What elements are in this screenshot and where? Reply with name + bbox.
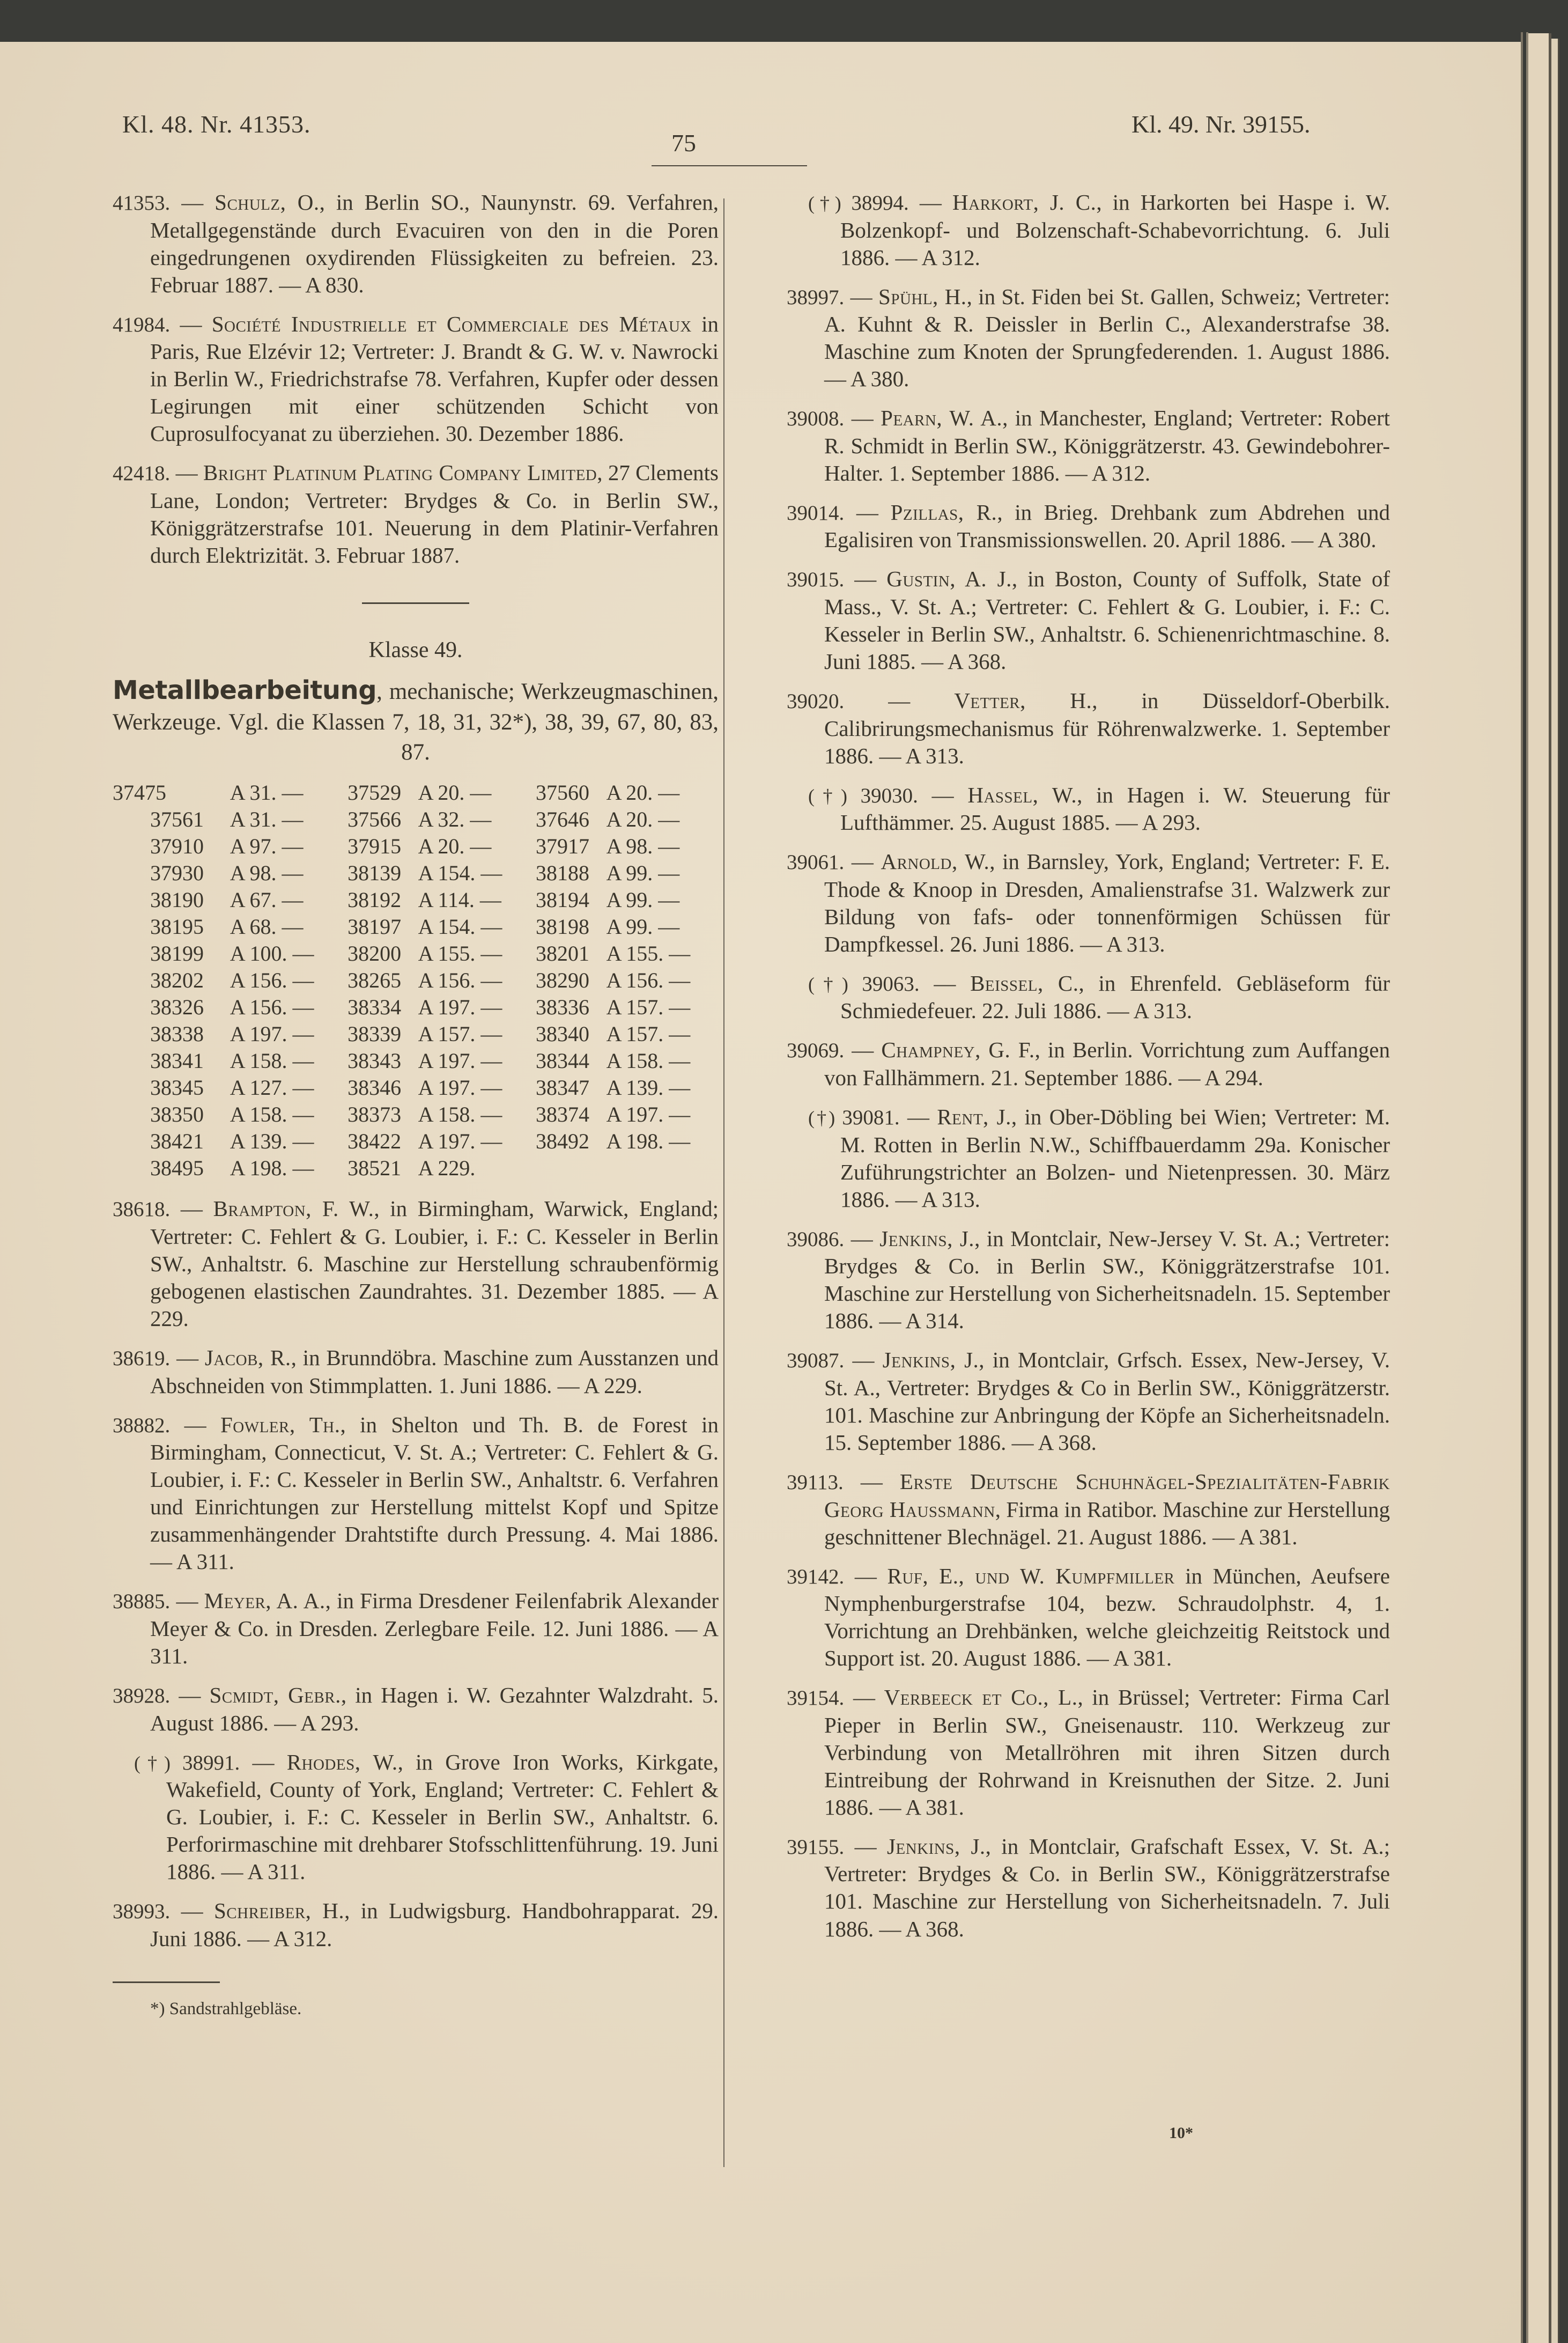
index-patent-number: 37529 xyxy=(347,780,402,805)
entry-text: , in Montclair, Grfsch. Essex, New-Jersey, V. St. A., Vertreter: Brydges & Co in Berlin SW., Königgrätzerstr. 101. Maschine zur Anbringung der Köpfe an Sicherheitsnadeln. 15. September 1886. — A 368. xyxy=(824,1347,1390,1455)
applicant-name: Spühl, H. xyxy=(878,284,967,309)
patent-number: 39155. xyxy=(787,1835,845,1859)
index-patent-number: 38346 xyxy=(347,1075,402,1100)
index-patent-number: 37561 xyxy=(150,807,204,831)
entry-text: , in Montclair, Grafschaft Essex, V. St. A.; Vertreter: Brydges & Co. in Berlin SW., Königgrätzerstrafse 101. Maschine zur Herstellung von Sicherheitsnadeln. 7. Juli 1886. — A 368. xyxy=(824,1833,1390,1941)
entry-dash: — xyxy=(170,1196,213,1221)
patent-entry xyxy=(787,970,1390,1025)
index-patent-number: 38340 xyxy=(536,1021,590,1046)
entry-text: , Firma in Ratibor. Maschine zur Herstellung geschnittener Blechnägel. 21. August 1886. — A 381. xyxy=(824,1497,1391,1549)
index-patent-number: 38421 xyxy=(150,1129,204,1153)
index-patent-number: 38338 xyxy=(150,1021,204,1046)
index-reference: A 158. — xyxy=(230,1102,314,1126)
index-reference: A 99. — xyxy=(606,860,680,885)
klasse-heading: Klasse 49. xyxy=(368,637,463,662)
patent-entry xyxy=(787,499,1390,554)
patent-number: 42418. xyxy=(113,462,171,485)
patent-number: 38619. xyxy=(113,1347,171,1371)
index-patent-number: 38202 xyxy=(150,968,204,992)
index-patent-number: 38192 xyxy=(347,887,402,912)
entry-dash: — xyxy=(844,1347,883,1373)
index-patent-number: 38344 xyxy=(536,1048,590,1073)
applicant-name: Erste Deutsche Schuhnägel-Spezialitäten-Fabrik Georg Haussmann xyxy=(824,1469,1391,1522)
signature-mark: 10* xyxy=(1169,2124,1193,2142)
index-patent-number: 38190 xyxy=(150,887,204,912)
left-column xyxy=(113,189,719,2020)
index-reference: A 198. — xyxy=(606,1129,691,1153)
index-row xyxy=(113,1101,719,1128)
index-patent-number: 38347 xyxy=(536,1075,590,1100)
patent-entry xyxy=(113,459,719,569)
patent-entry xyxy=(113,1682,719,1737)
index-patent-number: 38374 xyxy=(536,1102,590,1126)
index-reference: A 68. — xyxy=(230,914,304,939)
patent-number: 38618. xyxy=(113,1198,171,1221)
footnote: *) Sandstrahlgebläse. xyxy=(150,1999,302,2018)
index-reference: A 31. — xyxy=(230,780,304,805)
index-reference: A 20. — xyxy=(606,807,680,831)
entry-text: , in Hagen i. W. Gezahnter Walzdraht. 5. August 1886. — A 293. xyxy=(150,1682,719,1735)
index-patent-number: 38343 xyxy=(347,1048,402,1073)
patent-entry xyxy=(787,1103,1390,1213)
index-patent-number: 37915 xyxy=(347,834,402,858)
patent-entry xyxy=(113,1897,719,1952)
index-reference: A 197. — xyxy=(418,1075,502,1100)
index-reference: A 20. — xyxy=(418,780,492,805)
index-row xyxy=(113,1154,719,1181)
index-patent-number: 38336 xyxy=(536,994,590,1019)
index-patent-number: 38422 xyxy=(347,1129,402,1153)
patent-number: 38885. xyxy=(113,1590,171,1613)
entry-dash: — xyxy=(908,190,953,215)
index-reference: A 197. — xyxy=(418,1048,502,1073)
entry-text: , in Hagen i. W. Steuerung für Lufthämmer. 25. August 1885. — A 293. xyxy=(840,782,1391,835)
patent-number: 38882. xyxy=(113,1413,171,1437)
index-patent-number: 38198 xyxy=(536,914,590,939)
cross-icon: (†) xyxy=(808,193,852,214)
index-patent-number: 37930 xyxy=(150,860,204,885)
entry-dash: — xyxy=(844,849,881,874)
patent-entry xyxy=(113,189,719,299)
header-rule xyxy=(652,165,807,166)
patent-number: 39008. xyxy=(787,407,845,431)
cross-icon: (†) xyxy=(808,1107,842,1129)
applicant-name: Jenkins, J. xyxy=(879,1226,975,1251)
entry-text: , in St. Fiden bei St. Gallen, Schweiz; Vertreter: A. Kuhnt & R. Deissler in Berlin C., Alexanderstrafse 38. Maschine zum Knoten der Sprungfederenden. 1. August 1886. — A 380. xyxy=(824,284,1391,392)
patent-entry xyxy=(787,1684,1390,1821)
applicant-name: Vetter, H. xyxy=(954,688,1092,713)
index-reference: A 156. — xyxy=(230,968,314,992)
entry-text: , in Manchester, England; Vertreter: Robert R. Schmidt in Berlin SW., Königgrätzerstr. 43. Gewindebohrer-Halter. 1. September 1886. — A 312. xyxy=(824,406,1390,485)
entry-text: in München, Aeufsere Nymphenburgerstrafse 104, bezw. Schraudolphstr. 4, 1. Vorrichtung an Drehbänken, welche gleichzeitig Reitstock und Support ist. 20. August 1886. — A 381. xyxy=(824,1563,1390,1671)
patent-entry xyxy=(787,848,1390,958)
entry-dash: — xyxy=(844,688,955,713)
index-reference: A 158. — xyxy=(606,1048,691,1073)
entry-dash: — xyxy=(844,1037,882,1063)
patent-number: 38928. xyxy=(113,1684,171,1707)
index-row xyxy=(113,1074,719,1101)
index-reference: A 127. — xyxy=(230,1075,314,1100)
index-patent-number: 38139 xyxy=(347,860,402,885)
entry-dash: — xyxy=(843,1469,900,1494)
index-patent-number: 38350 xyxy=(150,1102,204,1126)
index-reference: A 67. — xyxy=(230,887,304,912)
patent-number: 38991. xyxy=(182,1751,240,1774)
applicant-name: Société Industrielle et Commerciale des Métaux xyxy=(211,311,692,336)
index-row xyxy=(113,806,719,832)
applicant-name: Verbeeck et Co., L. xyxy=(884,1685,1078,1710)
index-patent-number: 38373 xyxy=(347,1102,402,1126)
entry-dash: — xyxy=(170,1588,204,1613)
patent-number: 39086. xyxy=(787,1227,845,1251)
index-patent-number: 38339 xyxy=(347,1021,402,1046)
applicant-name: Fowler, Th. xyxy=(220,1412,341,1437)
entry-text: , in Barnsley, York, England; Vertreter: F. E. Thode & Knoop in Dresden, Amalienstrafse 31. Walzwerk zur Bildung von fafs- oder tonnenförmigen Schüssen für Dampfkessel. 26. Juni 1886. — A 313. xyxy=(824,849,1390,956)
entry-dash: — xyxy=(170,1898,214,1924)
entry-text: , in Brüssel; Vertreter: Firma Carl Pieper in Berlin SW., Gneisenaustr. 110. Werkzeug zur Verbindung von Metallröhren mit ihren Sitzen durch Eintreibung der Rohrwand in Kreisnuthen der Sitze. 2. Juni 1886. — A 381. xyxy=(824,1685,1391,1819)
index-patent-number: 37475 xyxy=(113,780,166,805)
index-patent-number: 38188 xyxy=(536,860,590,885)
index-row xyxy=(113,940,719,967)
patent-entry xyxy=(113,1411,719,1576)
entry-text: , in Berlin. Vorrichtung zum Auffangen von Fallhämmern. 21. September 1886. — A 294. xyxy=(824,1037,1391,1091)
index-reference: A 31. — xyxy=(230,807,304,831)
index-reference: A 32. — xyxy=(418,807,492,831)
entry-text: , in Düsseldorf-Oberbilk. Calibrirungsmechanismus für Röhrenwalzwerke. 1. September 1886. — A 313. xyxy=(824,688,1391,768)
patent-number: 39087. xyxy=(787,1349,845,1373)
index-reference: A 157. — xyxy=(418,1021,502,1046)
index-patent-number: 38345 xyxy=(150,1075,204,1100)
patent-entry xyxy=(113,1587,719,1670)
applicant-name: Jacob, R. xyxy=(204,1345,291,1371)
applicant-name: Bright Platinum Plating Company Limited xyxy=(203,460,597,485)
patent-entry xyxy=(787,1036,1390,1092)
index-patent-number: 38521 xyxy=(347,1155,402,1180)
patent-entry xyxy=(787,1346,1390,1456)
index-patent-number: 37910 xyxy=(150,834,204,858)
index-reference: A 156. — xyxy=(606,968,691,992)
index-patent-number: 38201 xyxy=(536,941,590,966)
index-reference: A 197. — xyxy=(230,1021,314,1046)
patent-number: 39061. xyxy=(787,851,845,874)
page-stack-edge xyxy=(1528,33,1551,2343)
index-patent-number: 38199 xyxy=(150,941,204,966)
applicant-name: Gustin, A. J. xyxy=(886,566,1012,592)
entry-text: , in Brunndöbra. Maschine zum Ausstanzen und Abschneiden von Stimmplatten. 1. Juni 1886. — A 229. xyxy=(150,1345,719,1398)
applicant-name: Pzillas, R. xyxy=(890,499,997,525)
index-reference: A 158. — xyxy=(418,1102,502,1126)
entry-text: , in Montclair, New-Jersey V. St. A.; Vertreter: Brydges & Co. in Berlin SW., Königgrätzerstrafse 101. Maschine zur Herstellung von Sicherheitsnadeln. 15. September 1886. — A 314. xyxy=(824,1226,1390,1333)
index-reference: A 198. — xyxy=(230,1155,314,1180)
applicant-name: Rent, J. xyxy=(937,1104,1011,1130)
running-head-right: Kl. 49. Nr. 39155. xyxy=(1131,110,1311,138)
entry-dash: — xyxy=(240,1749,287,1774)
applicant-name: Pearn, W. A. xyxy=(881,406,1003,431)
patent-entry xyxy=(787,189,1390,271)
index-reference: A 155. — xyxy=(606,941,691,966)
entry-dash: — xyxy=(170,311,212,336)
index-reference: A 139. — xyxy=(230,1129,314,1153)
patent-number: 39014. xyxy=(787,501,845,525)
patent-entry xyxy=(787,1468,1390,1551)
applicant-name: Beissel, C. xyxy=(970,970,1079,996)
patent-number: 39030. xyxy=(860,784,918,807)
entry-dash: — xyxy=(170,190,215,215)
patent-number: 39020. xyxy=(787,690,845,713)
index-reference: A 98. — xyxy=(230,860,304,885)
index-reference: A 229. xyxy=(418,1155,476,1180)
entry-dash: — xyxy=(170,1682,210,1707)
entry-text: , in Grove Iron Works, Kirkgate, Wakefield, County of York, England; Vertreter: C. Fehlert & G. Loubier, i. F.: C. Kesseler in Berlin SW., Anhaltstr. 6. Perforirmaschine mit drehbarer Stofsschlittenführung. 19. Juni 1886. — A 311. xyxy=(166,1749,719,1884)
index-reference: A 197. — xyxy=(606,1102,691,1126)
patent-number: 39081. xyxy=(842,1106,900,1130)
entry-text: , in Brieg. Drehbank zum Abdrehen und Egalisiren von Transmissionswellen. 20. April 1886. — A 380. xyxy=(824,499,1390,552)
applicant-name: Meyer, A. A. xyxy=(204,1588,326,1613)
index-reference: A 197. — xyxy=(418,1129,502,1153)
klasse-title xyxy=(113,674,719,767)
applicant-name: Hassel, W. xyxy=(967,782,1077,807)
index-row xyxy=(113,886,719,913)
index-reference: A 20. — xyxy=(606,780,680,805)
patent-entry xyxy=(787,283,1390,393)
patent-number: 38993. xyxy=(113,1900,171,1924)
index-reference: A 156. — xyxy=(230,994,314,1019)
index-row xyxy=(113,859,719,886)
applicant-name: Jenkins, J. xyxy=(887,1833,986,1859)
column-divider xyxy=(723,198,724,2167)
patent-list-klasse-49-left xyxy=(113,1195,719,1952)
footnote-rule xyxy=(113,1981,220,1983)
entry-dash: — xyxy=(170,1345,205,1371)
index-row xyxy=(113,832,719,859)
klasse-title-rest: , mechanische; Werkzeugmaschinen, Werkzeuge. Vgl. die Klassen 7, 18, 31, 32*), 38, 39, 67, 80, 83, 87. xyxy=(113,679,719,765)
entry-text: , in Ludwigsburg. Handbohrapparat. 29. Juni 1886. — A 312. xyxy=(150,1898,719,1951)
cross-icon: (†) xyxy=(808,785,861,807)
index-reference: A 154. — xyxy=(418,860,502,885)
cross-icon: (†) xyxy=(808,973,862,995)
patent-number: 39063. xyxy=(862,972,920,996)
index-row xyxy=(113,1128,719,1154)
index-reference: A 155. — xyxy=(418,941,502,966)
patent-list-klasse-49-right xyxy=(787,189,1390,1943)
entry-dash: — xyxy=(844,1226,880,1251)
applicant-name: Scmidt, Gebr. xyxy=(209,1682,341,1707)
entry-text: , in Boston, County of Suffolk, State of Mass., V. St. A.; Vertreter: C. Fehlert & G. Loubier, i. F.: C. Kesseler in Berlin SW., Anhaltstr. 6. Schienenrichtmaschine. 8. Juni 1885. — A 368. xyxy=(824,566,1390,674)
patent-entry xyxy=(787,565,1390,675)
index-patent-number: 38334 xyxy=(347,994,402,1019)
patent-number: 39142. xyxy=(787,1565,845,1588)
index-reference: A 100. — xyxy=(230,941,314,966)
section-separator xyxy=(362,602,469,604)
entry-text: in Paris, Rue Elzévir 12; Vertreter: J. Brandt & G. W. v. Nawrocki in Berlin W., Friedrichstrafse 78. Verfahren, Kupfer oder dessen Legirungen mit einer schützenden Schicht von Cuprosulfocyanat zu überziehen. 30. Dezember 1886. xyxy=(150,311,719,446)
index-patent-number: 38195 xyxy=(150,914,204,939)
patent-entry xyxy=(113,1749,719,1886)
patent-index-table xyxy=(113,779,719,1181)
patent-number: 39113. xyxy=(787,1470,844,1494)
index-patent-number: 37917 xyxy=(536,834,590,858)
applicant-name: Schulz, O. xyxy=(215,190,320,215)
entry-text: , in Firma Dresdener Feilenfabrik Alexander Meyer & Co. in Dresden. Zerlegbare Feile. 12. Juni 1886. — A 311. xyxy=(150,1588,719,1668)
entry-text: , in Ober-Döbling bei Wien; Vertreter: M. M. Rotten in Berlin N.W., Schiffbauerdamm 29a. Konischer Zuführungstrichter an Bolzen- und Nietenpressen. 30. März 1886. — A 313. xyxy=(840,1104,1391,1212)
patent-entry xyxy=(113,1195,719,1332)
index-patent-number: 38290 xyxy=(536,968,590,992)
entry-dash: — xyxy=(919,970,971,996)
entry-dash: — xyxy=(844,499,891,525)
index-reference: A 157. — xyxy=(606,994,691,1019)
patent-number: 41984. xyxy=(113,313,171,336)
page-edge xyxy=(1521,32,1523,2343)
patent-number: 39069. xyxy=(787,1039,845,1063)
index-reference: A 97. — xyxy=(230,834,304,858)
index-reference: A 157. — xyxy=(606,1021,691,1046)
applicant-name: Arnold, W. xyxy=(881,849,990,874)
index-patent-number: 37560 xyxy=(536,780,590,805)
index-reference: A 156. — xyxy=(418,968,502,992)
index-row xyxy=(113,913,719,940)
patent-entry xyxy=(787,1225,1390,1335)
entry-dash: — xyxy=(844,406,881,431)
index-reference: A 99. — xyxy=(606,914,680,939)
index-patent-number: 37566 xyxy=(347,807,402,831)
index-row xyxy=(113,779,719,806)
patent-list-klasse-48 xyxy=(113,189,719,569)
entry-text: , 27 Clements Lane, London; Vertreter: Brydges & Co. in Berlin SW., Königgrätzerstrafse 101. Neuerung in dem Platinir-Verfahren durch Elektrizität. 3. Februar 1887. xyxy=(150,460,719,568)
index-row xyxy=(113,1020,719,1047)
index-reference: A 158. — xyxy=(230,1048,314,1073)
patent-entry xyxy=(113,311,719,448)
entry-text: , in Ehrenfeld. Gebläseform für Schmiedefeuer. 22. Juli 1886. — A 313. xyxy=(840,970,1390,1023)
entry-dash: — xyxy=(844,284,879,309)
patent-entry xyxy=(113,1344,719,1399)
index-reference: A 20. — xyxy=(418,834,492,858)
index-patent-number: 38341 xyxy=(150,1048,204,1073)
page-number: 75 xyxy=(671,129,696,157)
entry-dash: — xyxy=(918,782,968,807)
index-patent-number: 38200 xyxy=(347,941,402,966)
klasse-title-bold: Metallbearbeitung xyxy=(113,675,377,706)
index-reference: A 139. — xyxy=(606,1075,691,1100)
entry-text: , in Shelton und Th. B. de Forest in Birmingham, Connecticut, V. St. A.; Vertreter: C. Fehlert & G. Loubier, i. F.: C. Kesseler in Berlin SW., Anhaltstr. 6. Verfahren und Einrichtungen zur Herstellung mittelst Kopf und Spitze zusammenhängender Drahtstifte durch Pressung. 4. Mai 1886. — A 311. xyxy=(150,1412,719,1574)
index-row xyxy=(113,1047,719,1074)
index-reference: A 154. — xyxy=(418,914,502,939)
index-reference: A 98. — xyxy=(606,834,680,858)
patent-number: 38997. xyxy=(787,285,845,309)
cross-icon: (†) xyxy=(134,1752,182,1774)
patent-number: 38994. xyxy=(851,191,909,215)
entry-dash: — xyxy=(844,566,887,592)
index-reference: A 99. — xyxy=(606,887,680,912)
index-patent-number: 38492 xyxy=(536,1129,590,1153)
running-head-left: Kl. 48. Nr. 41353. xyxy=(122,110,311,138)
index-row xyxy=(113,993,719,1020)
patent-entry xyxy=(787,404,1390,487)
patent-number: 39015. xyxy=(787,568,845,592)
page-stack-edge xyxy=(1551,39,1559,2343)
patent-entry xyxy=(787,1563,1390,1672)
applicant-name: Harkort, J. C. xyxy=(952,190,1097,215)
patent-number: 39154. xyxy=(787,1686,845,1710)
index-patent-number: 38265 xyxy=(347,968,402,992)
index-patent-number: 38197 xyxy=(347,914,402,939)
entry-text: , in Berlin SO., Naunynstr. 69. Verfahren, Metallgegenstände durch Evacuiren von den in die Poren eingedrungenen oxydirenden Flüssigkeiten zu befreien. 23. Februar 1887. — A 830. xyxy=(150,190,719,297)
applicant-name: Jenkins, J. xyxy=(882,1347,979,1373)
index-patent-number: 37646 xyxy=(536,807,590,831)
entry-text: , in Birmingham, Warwick, England; Vertreter: C. Fehlert & G. Loubier, i. F.: C. Kesseler in Berlin SW., Anhaltstr. 6. Maschine zur Herstellung schraubenförmig gebogenen elastischen Zaundrahtes. 31. Dezember 1885. — A 229. xyxy=(150,1196,719,1331)
index-reference: A 114. — xyxy=(418,887,501,912)
index-patent-number: 38495 xyxy=(150,1155,204,1180)
index-patent-number: 38194 xyxy=(536,887,590,912)
entry-dash: — xyxy=(170,1412,220,1437)
patent-number: 41353. xyxy=(113,191,171,215)
entry-dash: — xyxy=(844,1833,887,1859)
entry-dash: — xyxy=(899,1104,937,1130)
applicant-name: Rhodes, W. xyxy=(286,1749,398,1774)
patent-entry xyxy=(787,1833,1390,1943)
index-reference: A 197. — xyxy=(418,994,502,1019)
applicant-name: Schreiber, H. xyxy=(213,1898,345,1924)
index-row xyxy=(113,967,719,993)
right-column xyxy=(787,189,1390,1955)
entry-dash: — xyxy=(844,1563,887,1588)
entry-dash: — xyxy=(844,1685,884,1710)
applicant-name: Champney, G. F. xyxy=(881,1037,1035,1063)
applicant-name: Brampton, F. W. xyxy=(213,1196,374,1221)
patent-entry xyxy=(787,782,1390,837)
applicant-name: Ruf, E., und W. Kumpfmiller xyxy=(887,1563,1175,1588)
entry-text: , in Harkorten bei Haspe i. W. Bolzenkopf- und Bolzenschaft-Schabevorrichtung. 6. Juli 1886. — A 312. xyxy=(840,190,1391,270)
index-patent-number: 38326 xyxy=(150,994,204,1019)
entry-dash: — xyxy=(170,460,203,485)
patent-entry xyxy=(787,687,1390,770)
